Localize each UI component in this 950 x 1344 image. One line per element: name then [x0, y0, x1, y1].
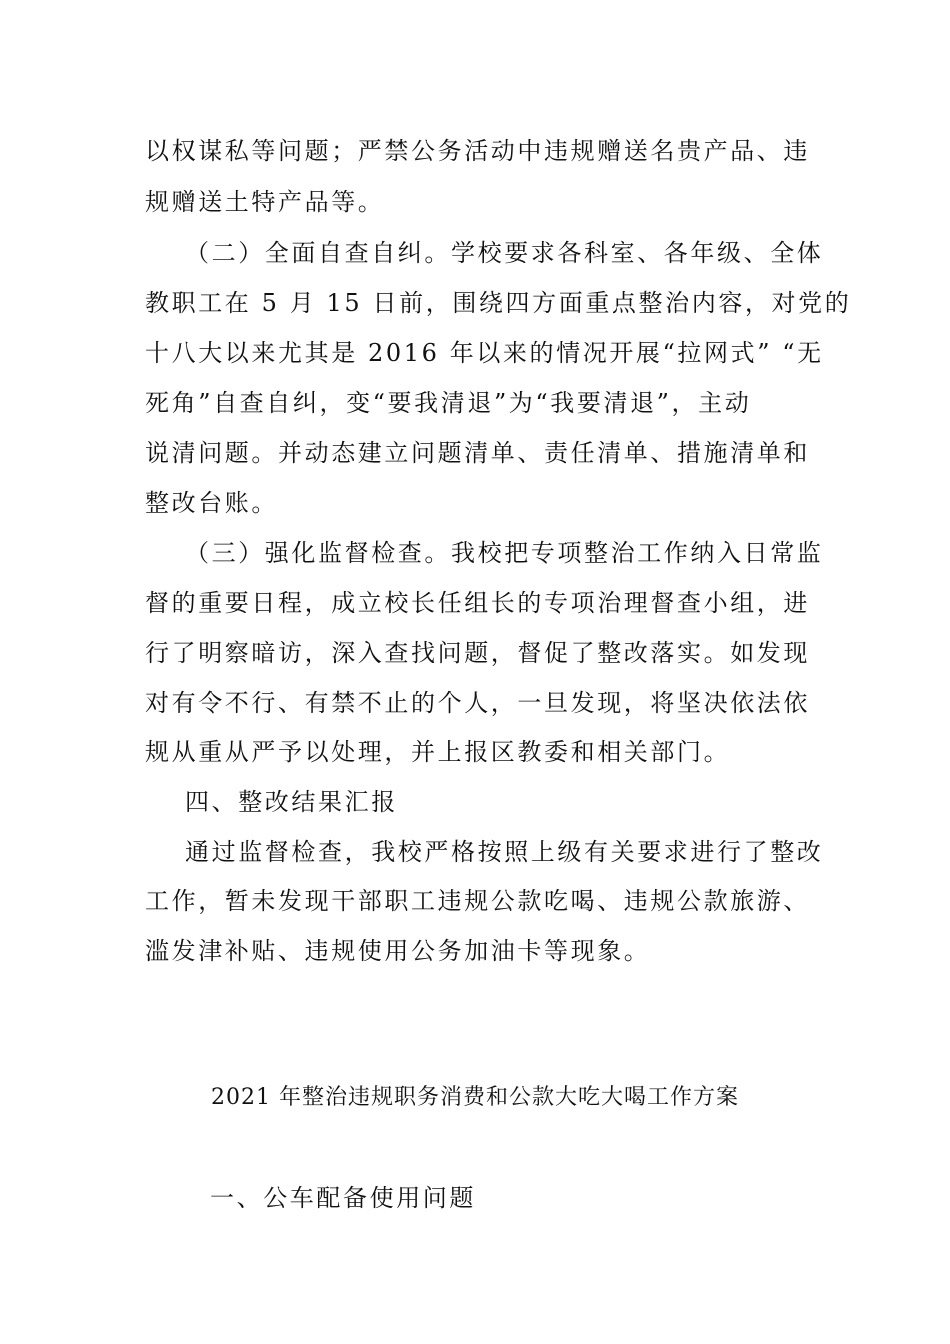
section-heading: 四、整改结果汇报: [185, 788, 398, 816]
paragraph-line: 以权谋私等问题；严禁公务活动中违规赠送名贵产品、违: [145, 137, 810, 165]
paragraph-line: 对有令不行、有禁不止的个人，一旦发现，将坚决依法依: [145, 689, 810, 717]
paragraph-line: 行了明察暗访，深入查找问题，督促了整改落实。如发现: [145, 639, 810, 667]
paragraph-line: （二）全面自查自纠。学校要求各科室、各年级、全体: [185, 239, 824, 267]
paragraph-line: 规从重从严予以处理，并上报区教委和相关部门。: [145, 738, 731, 766]
section-heading: 一、公车配备使用问题: [210, 1184, 476, 1212]
paragraph-line: 教职工在 5 月 15 日前，围绕四方面重点整治内容，对党的: [145, 289, 852, 317]
paragraph-line: 规赠送土特产品等。: [145, 188, 385, 216]
paragraph-line: 十八大以来尤其是 2016 年以来的情况开展“拉网式” “无: [145, 339, 824, 367]
paragraph-line: 说清问题。并动态建立问题清单、责任清单、措施清单和: [145, 439, 810, 467]
paragraph-line: 通过监督检查，我校严格按照上级有关要求进行了整改: [185, 838, 824, 866]
paragraph-line: 滥发津补贴、违规使用公务加油卡等现象。: [145, 937, 651, 965]
paragraph-line: （三）强化监督检查。我校把专项整治工作纳入日常监: [185, 539, 824, 567]
paragraph-line: 死角”自查自纠，变“要我清退”为“我要清退”，主动: [145, 389, 752, 417]
document-title: 2021 年整治违规职务消费和公款大吃大喝工作方案: [211, 1085, 739, 1110]
paragraph-line: 工作，暂未发现干部职工违规公款吃喝、违规公款旅游、: [145, 887, 810, 915]
paragraph-line: 整改台账。: [145, 489, 278, 517]
paragraph-line: 督的重要日程，成立校长任组长的专项治理督查小组，进: [145, 589, 810, 617]
